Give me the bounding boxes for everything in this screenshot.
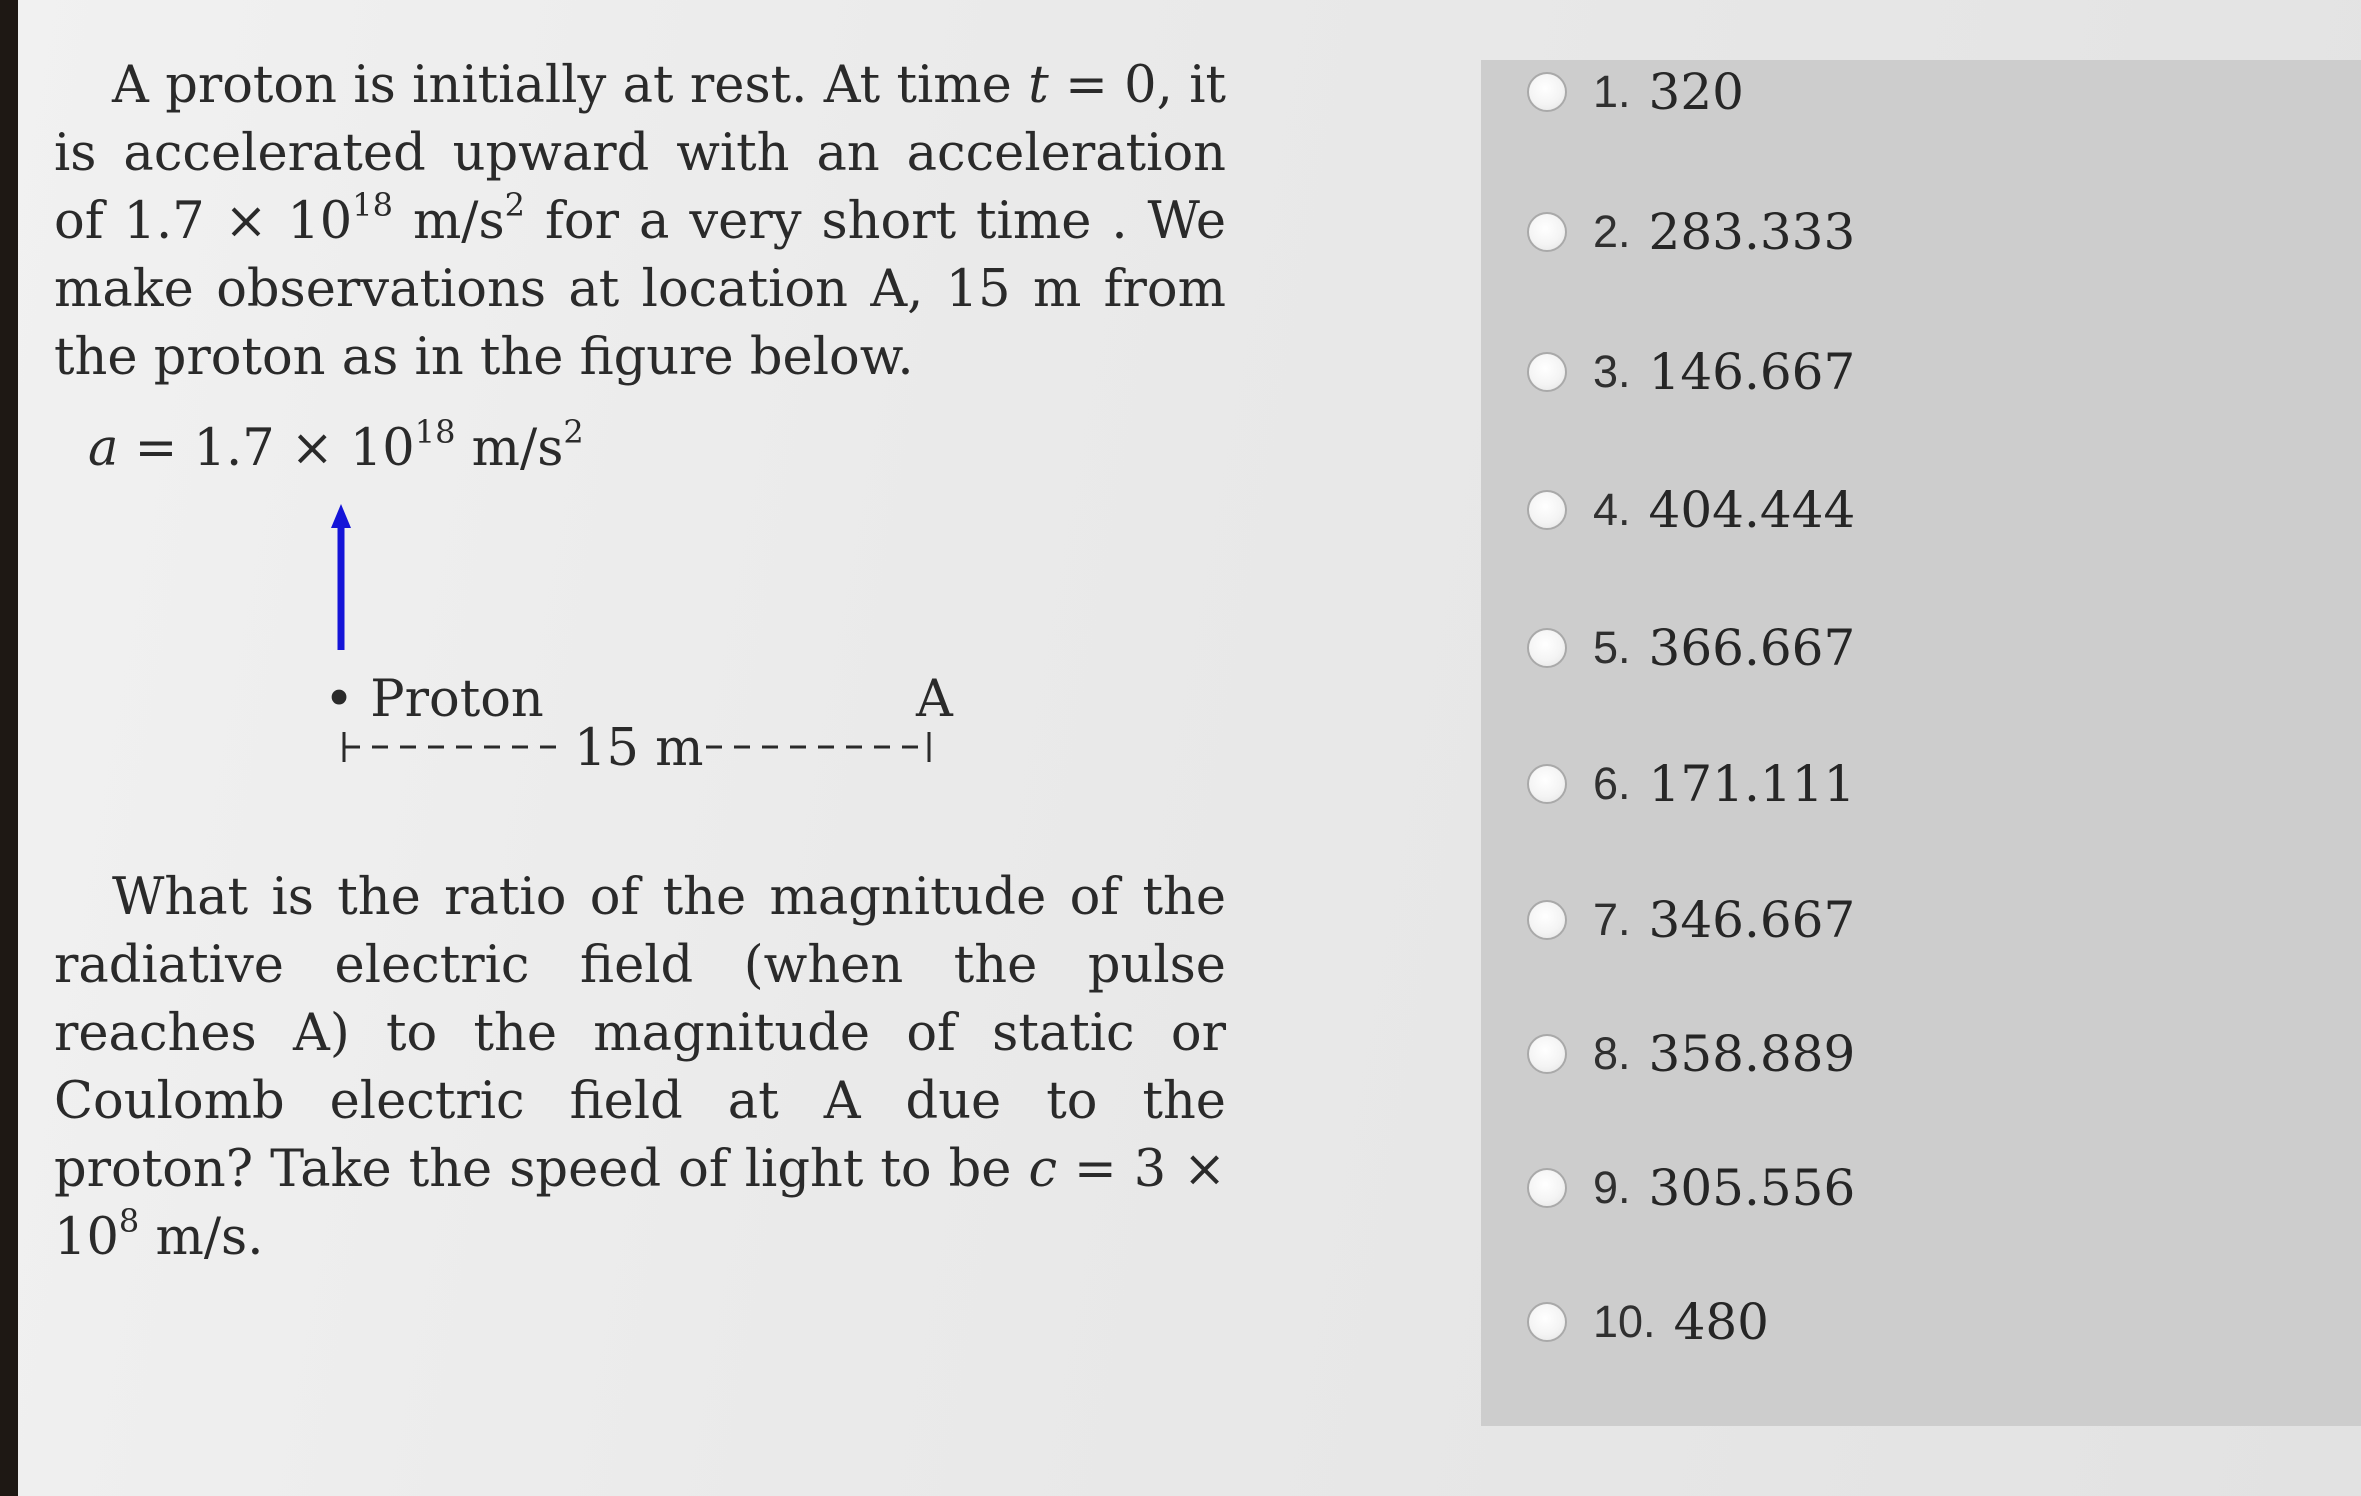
answer-option[interactable]: 9. 305.556 xyxy=(1527,1158,1855,1218)
answer-option[interactable]: 8. 358.889 xyxy=(1527,1024,1855,1084)
radio-button[interactable] xyxy=(1527,72,1567,112)
radio-button[interactable] xyxy=(1527,1302,1567,1342)
answer-option[interactable]: 7. 346.667 xyxy=(1527,890,1855,950)
question-prompt: What is the ratio of the magnitude of the radiative electric field (when the pulse reaches A) to the magnitude of static or Coulomb electric field at A due to the proton? Take the speed of light to be $c = 3 \times 10^8$ m/s. xyxy=(54,868,1226,1267)
screen xyxy=(18,0,2361,1496)
radio-button[interactable] xyxy=(1527,764,1567,804)
radio-button[interactable] xyxy=(1527,900,1567,940)
figure-diagram xyxy=(54,52,1226,812)
radio-button[interactable] xyxy=(1527,1168,1567,1208)
radio-button[interactable] xyxy=(1527,352,1567,392)
question-prompt-block xyxy=(54,864,1226,1272)
radio-button[interactable] xyxy=(1527,490,1567,530)
question-panel xyxy=(54,52,1227,1267)
point-a-label: A xyxy=(916,670,953,729)
answer-option[interactable]: 6. 171.111 xyxy=(1527,754,1855,814)
answer-option[interactable]: 4. 404.444 xyxy=(1527,480,1855,540)
question-intro: A proton is initially at rest. At time t = 0, it is accelerated upward with an acceleration of $1.7 \times 10^{18}$ $m/s^2$ for a very short time . We make observations at location A, 15 m from the proton as in the figure below. xyxy=(54,56,1227,387)
distance-label: 15 m xyxy=(574,719,704,778)
radio-button[interactable] xyxy=(1527,1034,1567,1074)
answer-option[interactable]: 10. 480 xyxy=(1527,1292,1769,1352)
proton-label: • Proton xyxy=(324,670,544,729)
radio-button[interactable] xyxy=(1527,628,1567,668)
answer-option[interactable]: 3. 146.667 xyxy=(1527,342,1855,402)
radio-button[interactable] xyxy=(1527,212,1567,252)
answer-option[interactable]: 5. 366.667 xyxy=(1527,618,1855,678)
acceleration-label: $a = 1.7 \times 10^{18}$ $m/s^2$ xyxy=(88,413,584,478)
acceleration-arrow-icon xyxy=(331,504,351,650)
answer-option[interactable]: 2. 283.333 xyxy=(1527,202,1855,262)
answer-options-panel xyxy=(1481,60,2361,1426)
answer-option[interactable]: 1. 320 xyxy=(1527,62,1744,122)
